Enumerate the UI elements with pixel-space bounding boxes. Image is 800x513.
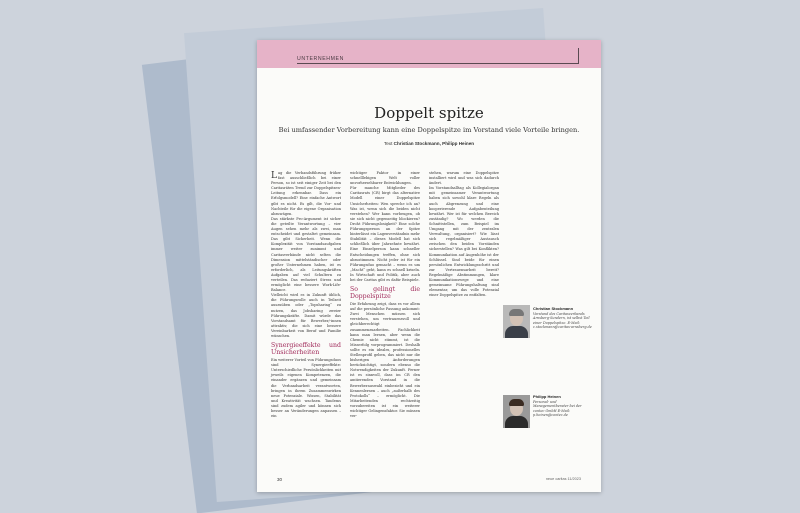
- section-heading: So gelingt die Doppelspitze: [350, 286, 420, 301]
- header-tick: [578, 48, 579, 64]
- paragraph: stehen, warum eine Doppelspitze installiert wird und was sich dadurch ändert.: [429, 171, 499, 186]
- author-photo-stockmann: [503, 305, 530, 338]
- magazine-page: [257, 40, 601, 492]
- paragraph: Lag die Verbandsführung früher fast ausschließlich bei einer Person, so ist seit einiger Zeit bei den Caritasräten Trend zur Doppelspitzen-Leitung erkennbar. Dass ein Erfolgsmodell? Eine einfache Antwort gibt es nicht. Es gilt, die Vor- und Nachteile für die eigene Organisation abzuwägen.: [271, 171, 341, 216]
- paragraph: Ein weiterer Vorteil von Führungsduos sind Synergieeffekte: Unterschiedliche Persönlichkeiten mit jeweils eigenen Kompetenzen, die einander ergänzen und gemeinsam die Verbandsarbeit verantworten, bringen in ihrem Zusammenwirken neue Potenziale. Wissen, Stabilität und Kreativität wachsen. Tandems sind zudem agiler und können sich besser an Veränderungen anpassen – ein: [271, 358, 341, 419]
- article-title: Doppelt spitze: [374, 104, 484, 122]
- paragraph: Für manche Mitglieder des Caritasrats (CR) birgt das alternative Modell einer Doppelspitze Unsicherheiten: Wen spreche ich an? Was ist, wenn sich die beiden nicht verstehen? Wer kann vorbeugen, ob sie sich nicht gegenseitig blockieren? Droht Führungslosigkeit? Eine solche Führungsperson an der Spitze hinterlässt ein Lagenverständnis mehr Stabilität – dieses Modell hat sich schließlich über Jahrzehnte bewährt. Eine Einzelperson kann schneller Entscheidungen treffen, ohne sich abzustimmen. Nicht jeder ist für ein Führungsduo gemacht – wenn es um „Macht“ geht, kann es schnell kriseln. In Wirtschaft und Politik, aber auch bei der Caritas gibt es dafür Beispiele.: [350, 186, 420, 282]
- drop-cap: L: [271, 171, 277, 181]
- paragraph: Vielleicht wird es in Zukunft üblich, die Führungsrolle auch in Teilzeit auszuüben oder „Topsharing“ zu nutzen, das Jobsharing zweier Führungskräfte. Damit würde das Vorstandsamt für Bewerber/-innen attraktiv, die sich eine bessere Vereinbarkeit von Beruf und Familie wünschen.: [271, 293, 341, 338]
- paragraph: Das stärkste Pro-Argument ist sicher die geteilte Verantwortung – vier Augen sehen mehr als zwei, man entscheidet und gestaltet gemeinsam. Das gibt Sicherheit. Wenn die Komplexität von Vorstandsaufgaben immer weiter zunimmt und Caritasverbände nicht selten die Dimension mittelständischer oder großer Unternehmen haben, ist es erforderlich, als Leitungskräften Aufgaben auf viel Schultern zu verteilen. Das reduziert Stress und ermöglicht eine bessere Work-Life-Balance.: [271, 216, 341, 293]
- paragraph: Im Vorstandsalltag als Kollegialorgan mit gemeinsamer Verantwortung haben sich sowohl klare Regeln als auch Abgrenzung und eine kooperierende Aufgabenteilung bewährt. Wer ist für welchen Bereich zuständig? Wo werden die Schnittstellen, zum Beispiel im Umgang mit der zentralen Verwaltung, organisiert? Wie lässt sich regelmäßiger Austausch zwischen den beiden Vorständen sicherstellen? Was gilt bei Konflikten? Kommunikation auf Augenhöhe ist der Schlüssel. Sind beide für einen persönlichen Entwicklungsschritt und zur Vertrauensarbeit bereit? Regelmäßige Abstimmungen, klare Kommunikationswege und eine gemeinsame Führungshaltung sind elementar, um das volle Potenzial einer Doppelspitze zu entfalten.: [429, 186, 499, 298]
- bio-text: Vorstand des Caritasverbands Arnsberg-Sundern, ist selbst Teil einer Doppelspitze. E-Mail: c.stockmann@caritas-arnsberg.de: [533, 311, 592, 330]
- header-band: [257, 40, 601, 68]
- author-photo-heinen: [503, 395, 530, 428]
- header-rule: [297, 63, 579, 64]
- author-prefix: Text: [383, 141, 393, 146]
- text-column-2: [350, 171, 420, 419]
- page-number: 30: [277, 477, 283, 482]
- paragraph: wichtiger Faktor in einer schnelllebigen Welt voller unvorhersehbarer Entwicklungen.: [350, 171, 420, 186]
- section-label: UNTERNEHMEN: [297, 56, 344, 62]
- article-subtitle: Bei umfassender Vorbereitung kann eine Doppelspitze im Vorstand viele Vorteile bringen.: [278, 126, 580, 134]
- author-bio: [533, 307, 593, 330]
- bio-name: Christian Stockmann: [533, 306, 574, 311]
- author-bio: [533, 395, 593, 418]
- bio-text: Personal- und Managementberater bei der contec GmbH E-Mail: p.heinen@contec.de: [533, 399, 582, 418]
- bio-name: Philipp Heinen: [533, 394, 561, 399]
- text-column-1: [271, 171, 341, 419]
- section-heading: Synergieeffekte und Unsicherheiten: [271, 342, 341, 357]
- text-column-3: [429, 171, 499, 298]
- footer-publication: neue caritas 11/2023: [545, 477, 581, 481]
- paragraph: Die Erfahrung zeigt, dass es vor allem auf die persönliche Passung ankommt: Zwei Menschen müssen sich verstehen, um vertrauensvoll und gleichberechtigt zusammenzuarbeiten. Fachlichkeit kann man lernen, aber wenn die Chemie nicht stimmt, ist die Misserfolg vorprogrammiert. Deshalb sollte es ein ideales, professionelles Stellenprofil geben, das nicht nur die bisherigen Anforderungen berücksichtigt, sondern ebenso die Notwendigkeiten der Zukunft. Ferner ist es sinnvoll, dass im CR den amtierenden Vorstand in die Bewerberauswahl einbezieht und ein Kennenlernen – auch „außerhalb des Protokolls“ – ermöglicht. Die Mitarbeitenden rechtzeitig vorzubereiten ist ein weiterer wichtiger Gelingensfaktor. Sie müssen ver-: [350, 302, 420, 419]
- article-author: [257, 141, 601, 146]
- author-names: Christian Stockmann, Philipp Heinen: [393, 141, 475, 146]
